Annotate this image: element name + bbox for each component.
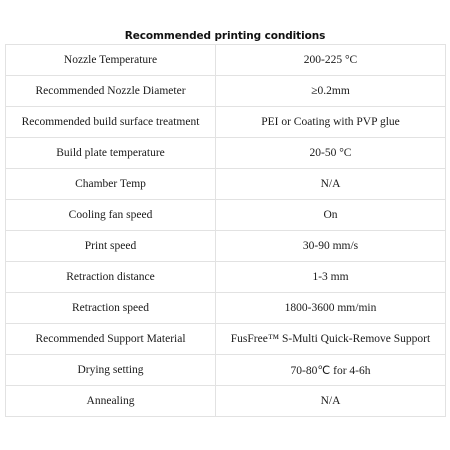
table-row [6, 262, 446, 293]
table-row [6, 169, 446, 200]
parameter-value: On [216, 200, 446, 231]
parameter-name: Print speed [6, 231, 216, 262]
table-row [6, 386, 446, 417]
parameter-name: Recommended Nozzle Diameter [6, 76, 216, 107]
parameter-value: 20-50 °C [216, 138, 446, 169]
parameter-value: ≥0.2mm [216, 76, 446, 107]
parameter-name: Chamber Temp [6, 169, 216, 200]
parameter-value: N/A [216, 386, 446, 417]
parameter-name: Build plate temperature [6, 138, 216, 169]
table-row [6, 76, 446, 107]
parameter-value: 30-90 mm/s [216, 231, 446, 262]
table-row [6, 45, 446, 76]
table-row [6, 138, 446, 169]
parameter-name: Retraction speed [6, 293, 216, 324]
parameter-name: Cooling fan speed [6, 200, 216, 231]
parameter-value: 1-3 mm [216, 262, 446, 293]
table-row [6, 200, 446, 231]
parameter-name: Recommended Support Material [6, 324, 216, 355]
printing-conditions-table [5, 44, 446, 417]
parameter-value: 200-225 °C [216, 45, 446, 76]
parameter-value: PEI or Coating with PVP glue [216, 107, 446, 138]
parameter-name: Annealing [6, 386, 216, 417]
table-row [6, 324, 446, 355]
parameter-name: Drying setting [6, 355, 216, 386]
table-row [6, 293, 446, 324]
parameter-value: 1800-3600 mm/min [216, 293, 446, 324]
parameter-value: N/A [216, 169, 446, 200]
parameter-name: Recommended build surface treatment [6, 107, 216, 138]
table-row [6, 355, 446, 386]
table-row [6, 231, 446, 262]
parameter-name: Nozzle Temperature [6, 45, 216, 76]
table-row [6, 107, 446, 138]
table-title: Recommended printing conditions [124, 30, 326, 42]
parameter-value: FusFree™ S-Multi Quick-Remove Support [216, 324, 446, 355]
parameter-value: 70-80℃ for 4-6h [216, 355, 446, 386]
parameter-name: Retraction distance [6, 262, 216, 293]
